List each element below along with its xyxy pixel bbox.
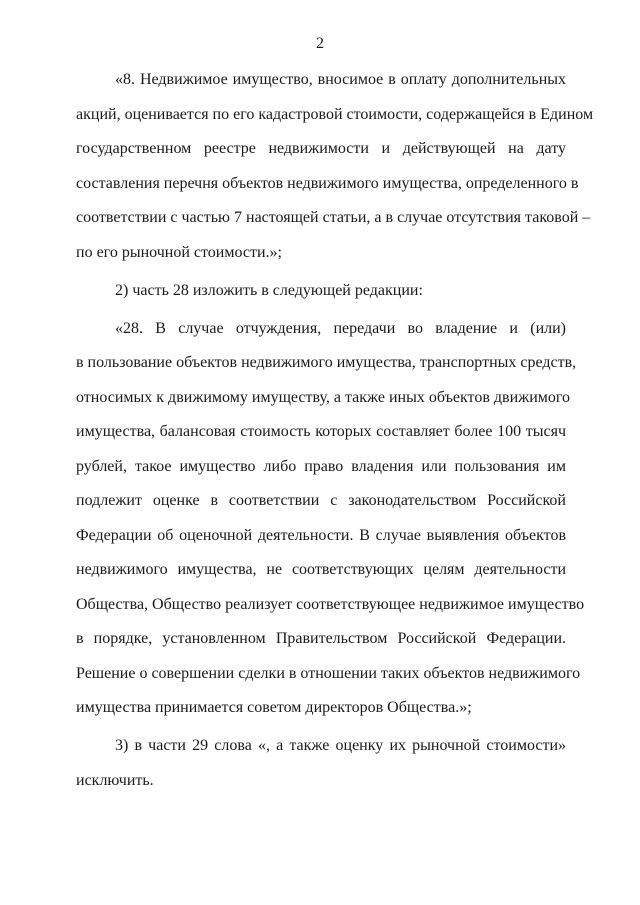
paragraph-3-line: имущества принимается советом директоров Общества.»; bbox=[76, 699, 472, 716]
paragraph-3-line: в пользование объектов недвижимого имущества, транспортных средств, bbox=[76, 354, 577, 371]
paragraph-1-line: по его рыночной стоимости.»; bbox=[76, 243, 282, 261]
paragraph-1-line: составления перечня объектов недвижимого имущества, определенного в bbox=[76, 174, 579, 192]
paragraph-1-line: «8. Недвижимое имущество, вносимое в оплату дополнительных bbox=[115, 71, 566, 88]
document-body bbox=[76, 70, 594, 791]
paragraph-1-line: государственном реестре недвижимости и действующей на дату bbox=[76, 140, 566, 157]
paragraph-3-line: в порядке, установленном Правительством Российской Федерации. bbox=[76, 630, 566, 647]
paragraph-3-line: Федерации об оценочной деятельности. В случае выявления объектов bbox=[76, 526, 566, 544]
paragraph-2-line: 2) часть 28 изложить в следующей редакции: bbox=[115, 281, 423, 299]
paragraph-3-line: относимых к движимому имуществу, а также иных объектов движимого bbox=[76, 388, 571, 406]
paragraph-3-line: недвижимого имущества, не соответствующих целям деятельности bbox=[76, 561, 566, 578]
paragraph-1-line: соответствии с частью 7 настоящей статьи, а в случае отсутствия таковой – bbox=[76, 209, 591, 226]
paragraph-3-line: Общества, Общество реализует соответствующее недвижимое имущество bbox=[76, 595, 585, 613]
paragraph-4-line: 3) в части 29 слова «, а также оценку их рыночной стоимости» bbox=[115, 737, 566, 754]
paragraph-3-line: рублей, такое имущество либо право владения или пользования им bbox=[76, 457, 566, 475]
page-number: 2 bbox=[316, 35, 324, 52]
paragraph-3-line: Решение о совершении сделки в отношении таких объектов недвижимого bbox=[76, 664, 581, 682]
paragraph-1-line: акций, оценивается по его кадастровой стоимости, содержащейся в Едином bbox=[76, 105, 594, 123]
paragraph-3-line: подлежит оценке в соответствии с законодательством Российской bbox=[76, 492, 566, 509]
paragraph-3-line: «28. В случае отчуждения, передачи во владение и (или) bbox=[115, 319, 566, 337]
paragraph-3-line: имущества, балансовая стоимость которых составляет более 100 тысяч bbox=[76, 423, 566, 440]
paragraph-4-line: исключить. bbox=[76, 771, 154, 789]
